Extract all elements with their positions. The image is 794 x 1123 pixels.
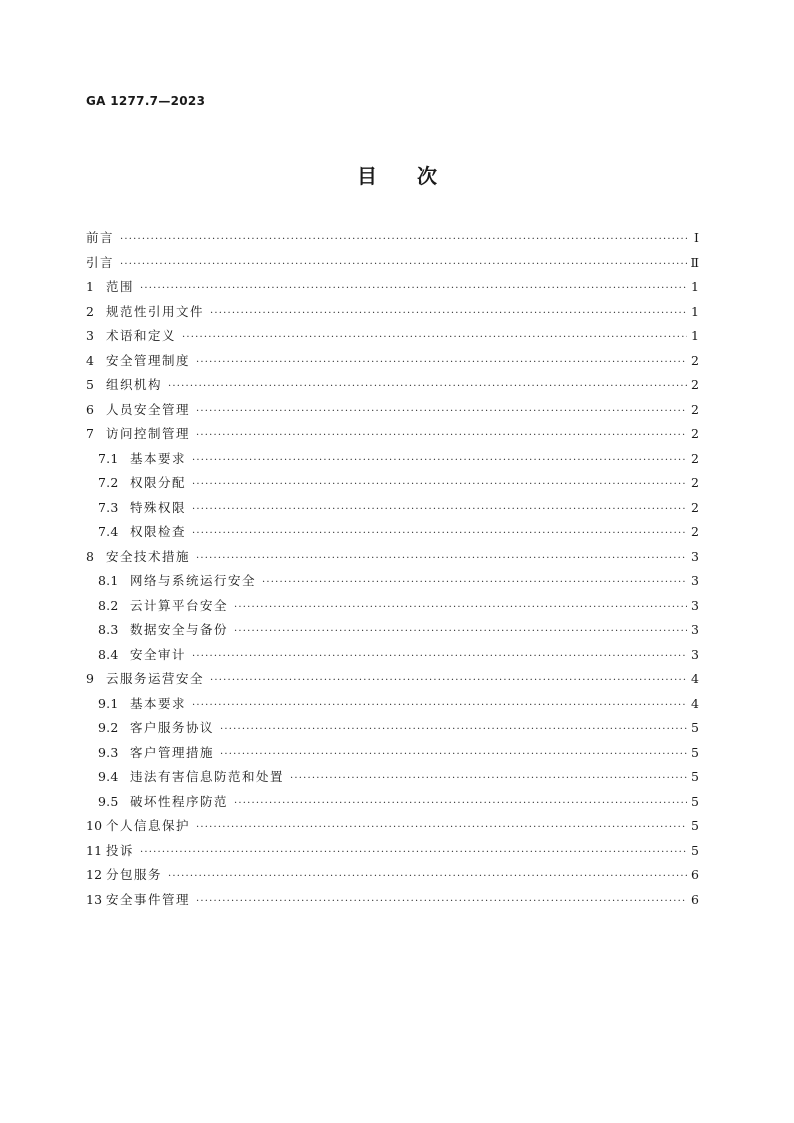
toc-entry-number: 7.1 [98, 450, 119, 466]
toc-dot-leader [120, 255, 686, 275]
toc-entry-page: 4 [691, 695, 699, 711]
toc-entry-label: 个人信息保护 [106, 818, 191, 833]
toc-entry[interactable] [86, 351, 699, 376]
toc-entry-label: 基本要求 [130, 695, 187, 711]
toc-entry-page: 3 [691, 548, 699, 564]
toc-entry-page: 6 [691, 867, 699, 882]
toc-entry-page: 2 [691, 475, 699, 490]
toc-dot-leader [196, 892, 687, 912]
toc-entry-number: 7.4 [98, 524, 119, 539]
toc-entry-page: 4 [691, 671, 699, 686]
toc-entry-label: 前言 [86, 230, 115, 245]
toc-entry-page: Ⅰ [694, 230, 699, 245]
toc-dot-leader [168, 377, 687, 397]
toc-dot-leader [192, 500, 687, 520]
toc-entry[interactable] [86, 253, 699, 278]
toc-entry-number: 10 [86, 818, 103, 833]
toc-entry-page: 2 [691, 377, 699, 392]
toc-dot-leader [192, 696, 687, 716]
toc-entry-label: 安全审计 [130, 646, 187, 662]
toc-entry-page: Ⅱ [690, 254, 699, 270]
toc-entry[interactable] [86, 645, 699, 670]
toc-entry-page: 3 [691, 646, 699, 662]
toc-entry[interactable] [86, 890, 699, 915]
toc-entry-label: 安全技术措施 [106, 548, 191, 564]
toc-entry[interactable] [86, 792, 699, 817]
toc-dot-leader [290, 769, 687, 789]
toc-entry-page: 2 [691, 524, 699, 539]
toc-entry[interactable] [86, 326, 699, 351]
toc-entry-number: 5 [86, 377, 95, 392]
toc-entry[interactable] [86, 865, 699, 890]
toc-entry-label: 网络与系统运行安全 [130, 573, 257, 588]
toc-entry-page: 5 [691, 720, 699, 735]
toc-entry-number: 9 [86, 671, 95, 686]
toc-dot-leader [140, 843, 687, 863]
toc-entry[interactable] [86, 449, 699, 474]
toc-entry-label: 投诉 [106, 842, 135, 858]
toc-dot-leader [196, 402, 687, 422]
toc-entry[interactable] [86, 718, 699, 743]
toc-entry[interactable] [86, 767, 699, 792]
toc-entry-label: 规范性引用文件 [106, 303, 205, 319]
toc-entry-number: 7.3 [98, 499, 119, 515]
toc-entry-label: 访问控制管理 [106, 426, 191, 441]
toc-entry-page: 6 [691, 891, 699, 907]
toc-dot-leader [234, 598, 687, 618]
toc-entry-page: 5 [691, 842, 699, 858]
toc-entry-page: 2 [691, 426, 699, 441]
toc-entry-number: 7 [86, 426, 95, 441]
toc-entry-number: 9.3 [98, 744, 119, 760]
toc-entry-number: 13 [86, 891, 103, 907]
toc-entry-page: 5 [691, 818, 699, 833]
toc-dot-leader [196, 353, 687, 373]
toc-entry[interactable] [86, 522, 699, 547]
toc-entry-label: 安全事件管理 [106, 891, 191, 907]
toc-dot-leader [196, 818, 687, 838]
toc-entry[interactable] [86, 743, 699, 768]
toc-entry[interactable] [86, 841, 699, 866]
toc-entry-label: 权限检查 [130, 524, 187, 539]
toc-entry[interactable] [86, 302, 699, 327]
toc-entry[interactable] [86, 228, 699, 253]
toc-dot-leader [168, 867, 687, 887]
toc-dot-leader [120, 230, 687, 250]
toc-entry-page: 5 [691, 769, 699, 784]
toc-entry-number: 9.5 [98, 793, 119, 809]
toc-dot-leader [220, 745, 687, 765]
toc-entry-label: 范围 [106, 279, 135, 294]
toc-entry-number: 8.1 [98, 573, 119, 588]
toc-entry-number: 9.2 [98, 720, 119, 735]
toc-entry-label: 数据安全与备份 [130, 622, 229, 637]
toc-entry-label: 客户服务协议 [130, 720, 215, 735]
toc-entry-label: 破坏性程序防范 [130, 793, 229, 809]
toc-dot-leader [262, 573, 687, 593]
toc-entry-label: 云服务运营安全 [106, 671, 205, 686]
toc-entry-label: 权限分配 [130, 475, 187, 490]
toc-dot-leader [140, 279, 687, 299]
toc-dot-leader [192, 647, 687, 667]
toc-entry-page: 3 [691, 622, 699, 637]
toc-dot-leader [220, 720, 687, 740]
toc-entry-number: 8.4 [98, 646, 119, 662]
toc-dot-leader [196, 549, 687, 569]
toc-entry[interactable] [86, 400, 699, 425]
standard-code: GA 1277.7—2023 [86, 94, 206, 108]
toc-entry-number: 1 [86, 279, 95, 294]
toc-dot-leader [234, 794, 687, 814]
toc-entry-label: 引言 [86, 254, 115, 270]
toc-entry-number: 4 [86, 352, 95, 368]
toc-entry[interactable] [86, 596, 699, 621]
toc-entry-number: 11 [86, 842, 103, 858]
toc-entry-number: 8.3 [98, 622, 119, 637]
toc-entry-label: 分包服务 [106, 867, 163, 882]
toc-entry-label: 特殊权限 [130, 499, 187, 515]
toc-entry[interactable] [86, 498, 699, 523]
toc-dot-leader [182, 328, 687, 348]
toc-dot-leader [210, 304, 687, 324]
toc-entry-page: 5 [691, 793, 699, 809]
toc-entry[interactable] [86, 375, 699, 400]
toc-entry-number: 3 [86, 328, 95, 343]
toc-entry-page: 2 [691, 450, 699, 466]
toc-entry-page: 5 [691, 744, 699, 760]
toc-entry-page: 1 [691, 279, 699, 294]
toc-entry-page: 2 [691, 352, 699, 368]
toc-entry-label: 违法有害信息防范和处置 [130, 769, 285, 784]
toc-dot-leader [192, 524, 687, 544]
toc-entry-label: 组织机构 [106, 377, 163, 392]
toc-entry-label: 云计算平台安全 [130, 597, 229, 613]
toc-dot-leader [234, 622, 687, 642]
toc-entry-number: 8.2 [98, 597, 119, 613]
toc-entry[interactable] [86, 694, 699, 719]
toc-entry-number: 7.2 [98, 475, 119, 490]
toc-entry-page: 2 [691, 401, 699, 417]
toc-entry[interactable] [86, 424, 699, 449]
toc-entry-number: 6 [86, 401, 95, 417]
toc-entry-page: 2 [691, 499, 699, 515]
toc-entry-label: 基本要求 [130, 450, 187, 466]
toc-dot-leader [210, 671, 687, 691]
toc-entry[interactable] [86, 547, 699, 572]
toc-entry[interactable] [86, 571, 699, 596]
toc-dot-leader [192, 451, 687, 471]
toc-entry[interactable] [86, 277, 699, 302]
toc-entry-label: 安全管理制度 [106, 352, 191, 368]
toc-entry[interactable] [86, 473, 699, 498]
toc-entry-number: 9.4 [98, 769, 119, 784]
toc-entry-label: 客户管理措施 [130, 744, 215, 760]
toc-entry-label: 人员安全管理 [106, 401, 191, 417]
toc-entry-page: 3 [691, 597, 699, 613]
toc-dot-leader [196, 426, 687, 446]
toc-entry-number: 9.1 [98, 695, 119, 711]
toc-entry[interactable] [86, 620, 699, 645]
page-title: 目次 [357, 164, 477, 188]
toc-dot-leader [192, 475, 687, 495]
toc-entry-label: 术语和定义 [106, 328, 177, 343]
toc-entry[interactable] [86, 669, 699, 694]
toc-entry-page: 3 [691, 573, 699, 588]
toc-entry-page: 1 [691, 328, 699, 343]
toc-entry-number: 8 [86, 548, 95, 564]
toc-entry-number: 2 [86, 303, 95, 319]
toc-entry[interactable] [86, 816, 699, 841]
toc-entry-page: 1 [691, 303, 699, 319]
toc-entry-number: 12 [86, 867, 103, 882]
table-of-contents [86, 228, 699, 914]
